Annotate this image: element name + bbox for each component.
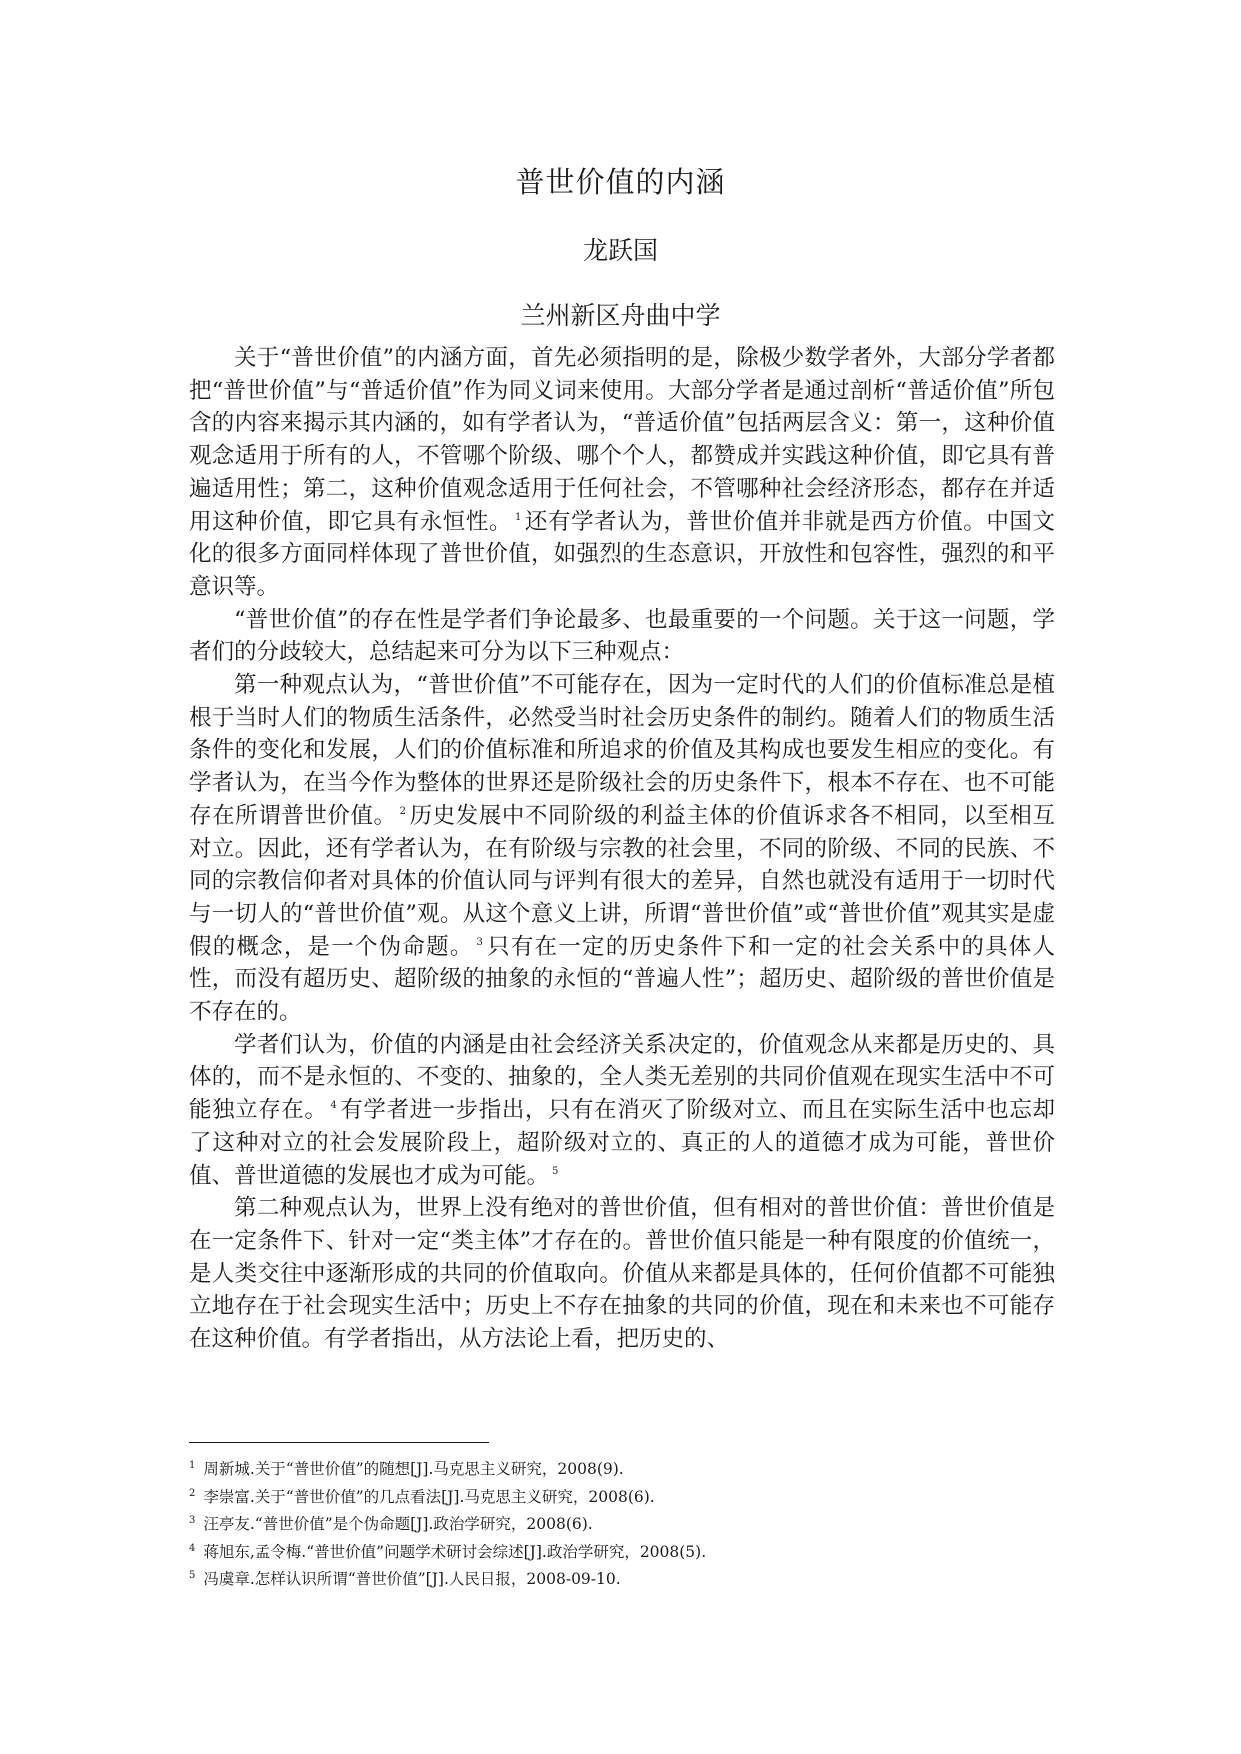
footnotes (189, 1456, 1055, 1594)
body-text-segment: 关于“普世价值”的内涵方面，首先必须指明的是，除极少数学者外，大部分学者都把“普世价值”与“普适价值”作为同义词来使用。大部分学者是通过剖析“普适价值”所包含的内容来揭示其内涵的，如有学者认为，“普适价值”包括两层含义：第一，这种价值观念适用于所有的人，不管哪个阶级、哪个个人，都赞成并实践这种价值，即它具有普遍适用性；第二，这种价值观念适用于任何社会，不管哪种社会经济形态，都存在并适用这种价值，即它具有永恒性。 (189, 345, 1055, 535)
footnote-item (189, 1511, 1055, 1539)
footnote-item (189, 1539, 1055, 1567)
body-paragraph (189, 669, 1055, 1029)
footnote-reference: 2 (399, 805, 407, 817)
footnote-text: 蒋旭东,孟令梅.“普世价值”问题学术研讨会综述[J].政治学研究，2008(5). (203, 1542, 707, 1561)
footnote-reference: 5 (552, 1165, 559, 1177)
body-text-segment: “普世价值”的存在性是学者们争论最多、也最重要的一个问题。关于这一问题，学者们的分歧较大，总结起来可分为以下三种观点： (189, 606, 1055, 666)
footnote-divider (189, 1442, 489, 1443)
footnote-text: 李崇富.关于“普世价值”的几点看法[J].马克思主义研究，2008(6). (203, 1487, 655, 1506)
body-paragraph (189, 604, 1055, 669)
footnote-number: 4 (189, 1542, 196, 1554)
footnote-reference: 3 (476, 936, 483, 948)
body-text-segment: 还有学者认为，普世价值并非就是西方价值。中国文化的很多方面同样体现了普世价值，如强烈的生态意识，开放性和包容性，强烈的和平意识等。 (189, 508, 1055, 600)
footnote-reference: 4 (330, 1100, 337, 1112)
body-paragraph (189, 342, 1055, 604)
footnote-number: 5 (189, 1570, 196, 1581)
footnote-number: 2 (189, 1487, 196, 1499)
footnote-item (189, 1484, 1055, 1512)
footnote-text: 周新城.关于“普世价值”的随想[J].马克思主义研究，2008(9). (203, 1460, 624, 1478)
body-paragraph (189, 1192, 1055, 1356)
footnote-text: 冯虞章.怎样认识所谓“普世价值”[J].人民日报，2008-09-10. (203, 1570, 621, 1588)
document-title: 普世价值的内涵 (515, 165, 726, 199)
body-paragraph (189, 1029, 1055, 1193)
body-text-segment: 学者们认为，价值的内涵是由社会经济关系决定的，价值观念从来都是历史的、具体的，而不是永恒的、不变的、抽象的，全人类无差别的共同价值观在现实生活中不可能独立存在。 (189, 1031, 1055, 1124)
footnote-number: 3 (189, 1515, 196, 1526)
author-name: 龙跃国 (582, 236, 658, 265)
body-text-segment: 有学者进一步指出，只有在消灭了阶级对立、而且在实际生活中也忘却了这种对立的社会发展阶段上，超阶级对立的、真正的人的道德才成为可能，普世价值、普世道德的发展也才成为可能。 (189, 1097, 1055, 1189)
footnote-item (189, 1456, 1055, 1484)
footnote-number: 1 (189, 1460, 196, 1471)
footnote-reference: 1 (514, 511, 522, 523)
footnote-item (189, 1566, 1055, 1594)
body-text (189, 342, 1055, 1356)
body-text-segment: 只有在一定的历史条件下和一定的社会关系中的具体人性，而没有超历史、超阶级的抽象的永恒的“普遍人性”；超历史、超阶级的普世价值是不存在的。 (189, 933, 1055, 1026)
footnote-text: 汪亭友.“普世价值”是个伪命题[J].政治学研究，2008(6). (203, 1515, 593, 1533)
author-affiliation: 兰州新区舟曲中学 (520, 301, 721, 330)
body-text-segment: 第二种观点认为，世界上没有绝对的普世价值，但有相对的普世价值：普世价值是在一定条件下、针对一定“类主体”才存在的。普世价值只能是一种有限度的价值统一，是人类交往中逐渐形成的共同的价值取向。价值从来都是具体的，任何价值都不可能独立地存在于社会现实生活中；历史上不存在抽象的共同的价值，现在和未来也不可能存在这种价值。有学者指出，从方法论上看，把历史的、 (189, 1195, 1055, 1353)
body-text-segment: 第一种观点认为，“普世价值”不可能存在，因为一定时代的人们的价值标准总是植根于当时人们的物质生活条件，必然受当时社会历史条件的制约。随着人们的物质生活条件的变化和发展，人们的价值标准和所追求的价值及其构成也要发生相应的变化。有学者认为，在当今作为整体的世界还是阶级社会的历史条件下，根本不存在、也不可能存在所谓普世价值。 (189, 672, 1055, 829)
body-text-segment: 历史发展中不同阶级的利益主体的价值诉求各不相同，以至相互对立。因此，还有学者认为，在有阶级与宗教的社会里，不同的阶级、不同的民族、不同的宗教信仰者对具体的价值认同与评判有很大的差异，自然也就没有适用于一切时代与一切人的“普世价值”观。从这个意义上讲，所谓“普世价值”或“普世价值”观其实是虚假的概念，是一个伪命题。 (189, 802, 1055, 960)
